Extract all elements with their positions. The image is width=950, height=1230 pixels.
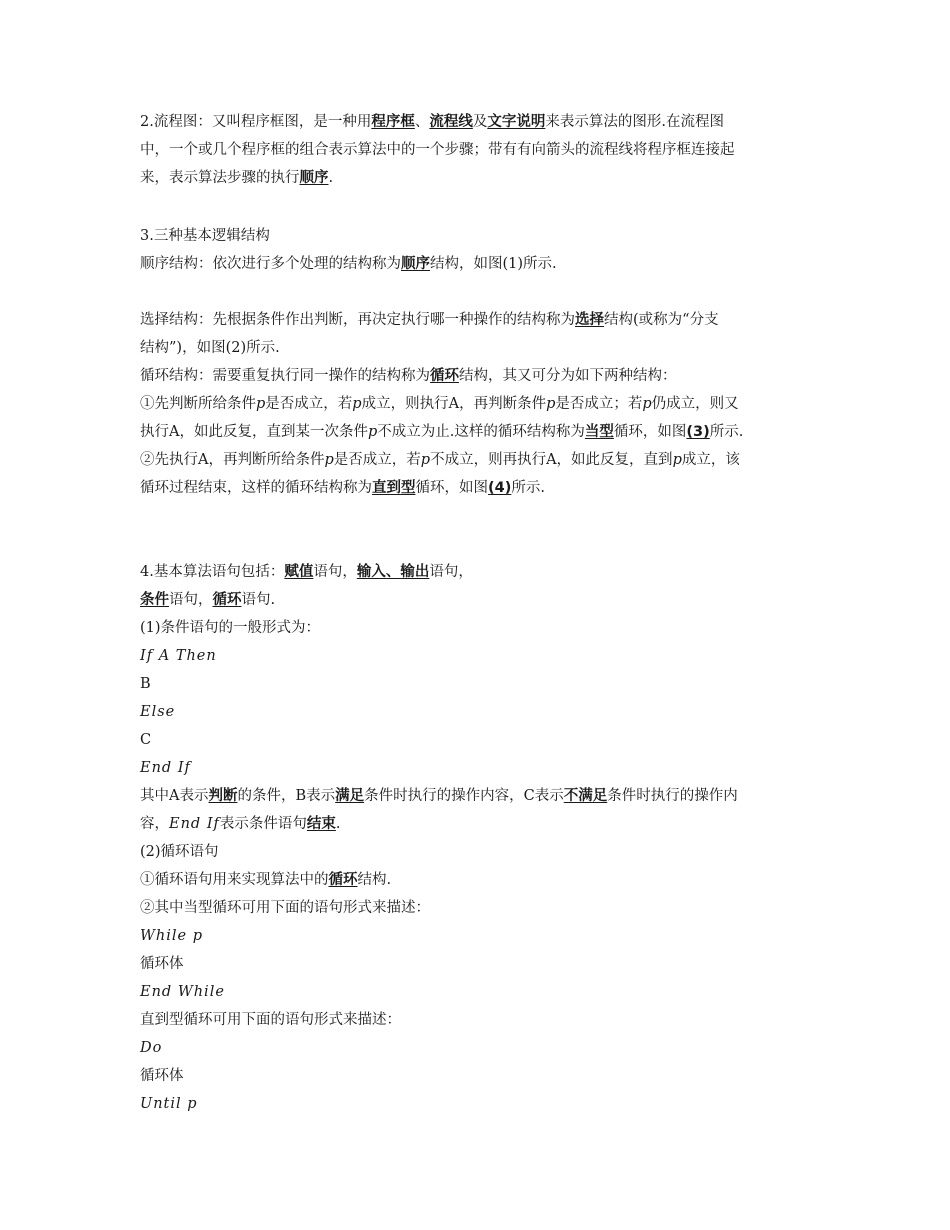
s4-loop-1 [140,870,391,890]
text: 语句， [313,564,357,580]
key-term: 流程线 [429,114,473,130]
text: 顺序结构：依次进行多个处理的结构称为 [140,256,401,272]
var-p: p [672,452,682,468]
code-line [140,982,225,1002]
var-p: p [352,396,362,412]
text: 是否成立，若 [265,396,353,412]
code-else: Else [140,704,176,720]
var-p: p [256,396,266,412]
text: ②其中当型循环可用下面的语句形式来描述： [140,900,430,916]
text: 条件时执行的操作内 [607,788,738,804]
key-term: 程序框 [371,114,415,130]
text: 不成立为止.这样的循环结构称为 [377,424,585,440]
s2-line-1 [140,112,724,132]
text: 是否成立，若 [333,452,421,468]
key-term: 顺序 [299,170,329,186]
code-line [140,954,184,974]
code-b: B [140,676,152,692]
text: 结构(或称为“分支 [604,312,719,328]
text: 其中A表示 [140,788,209,804]
text: ①先判断所给条件 [140,396,256,412]
code-line [140,1038,162,1058]
s3-selection-2 [140,338,280,358]
figure-ref: (3) [686,424,710,440]
text: 选择结构：先根据条件作出判断，再决定执行哪一种操作的结构称为 [140,312,575,328]
text: 语句， [169,592,213,608]
text: 循环过程结束，这样的循环结构称为 [140,480,372,496]
key-term: 结束 [306,816,336,832]
code-line [140,646,217,666]
text: 是否成立；若 [555,396,643,412]
text: 来，表示算法步骤的执行 [140,170,300,186]
var-p: p [367,424,378,440]
figure-ref: (4) [488,480,512,496]
text: 语句. [241,592,276,608]
s3-until-type-2 [140,478,545,498]
code-loop-body: 循环体 [140,1068,184,1084]
text: 成立，则执行A，再判断条件 [361,396,547,412]
text: 容， [140,816,169,832]
section-heading: 3.三种基本逻辑结构 [140,228,270,244]
s4-line-2 [140,590,275,610]
s3-until-type-1 [140,450,740,470]
s3-while-type-1 [140,394,739,414]
text: 执行A，如此反复，直到某一次条件 [140,424,368,440]
text: 不成立，则再执行A，如此反复，直到 [430,452,673,468]
code-line [140,1066,184,1086]
text: 成立，该 [681,452,740,468]
s4-expl-1 [140,786,738,806]
var-p: p [324,452,334,468]
text: 所示. [511,480,545,496]
s4-expl-2 [140,814,341,834]
key-term: 循环 [212,592,242,608]
key-term: 循环 [328,872,358,888]
key-term: 选择 [575,312,604,328]
key-term: 顺序 [401,256,430,272]
code-line [140,758,191,778]
code-end-if: End If [140,760,191,776]
text: 循环，如图 [613,424,687,440]
code-line [140,730,152,750]
code-line [140,674,152,694]
code-until: Until p [140,1096,198,1112]
text: 表示条件语句 [219,816,307,832]
key-term: 赋值 [284,564,314,580]
code-loop-body: 循环体 [140,956,184,972]
s3-selection-1 [140,310,719,330]
key-term: 判断 [208,788,238,804]
text: 仍成立，则又 [651,396,739,412]
text: 结构，其又可分为如下两种结构： [459,368,677,384]
text: 来表示算法的图形.在流程图 [545,114,724,130]
s3-sequence [140,254,557,274]
code-line [140,1094,198,1114]
code-line [140,702,175,722]
code-while: While p [140,928,203,944]
text: 条件时执行的操作内容，C表示 [364,788,564,804]
s4-loop-title [140,842,219,862]
s4-loop-2 [140,898,430,918]
text: 语句， [429,564,473,580]
key-term: 满足 [335,788,365,804]
key-term: 文字说明 [487,114,546,130]
s3-heading [140,226,270,246]
text: 中，一个或几个程序框的组合表示算法中的一个步骤；带有有向箭头的流程线将程序框连接起 [140,142,735,158]
text: (2)循环语句 [140,844,219,860]
var-p: p [642,396,652,412]
text: 直到型循环可用下面的语句形式来描述： [140,1012,401,1028]
text: 所示. [709,424,744,440]
key-term: 当型 [584,424,614,440]
text: . [328,170,334,186]
s2-line-2 [140,140,735,160]
text: 的条件，B表示 [237,788,336,804]
code-if: If A Then [140,648,217,664]
code-end-while: End While [140,984,225,1000]
s4-line-1 [140,562,473,582]
s3-loop [140,366,677,386]
s3-while-type-2 [140,422,743,442]
text: 结构，如图(1)所示. [430,256,557,272]
text: 2.流程图：又叫程序框图，是一种用 [140,114,372,130]
text: . [335,816,341,832]
key-term: 直到型 [372,480,416,496]
var-p: p [546,396,556,412]
text: 循环，如图 [415,480,488,496]
s4-until-intro [140,1010,401,1030]
code-line [140,926,203,946]
s2-line-3 [140,168,333,188]
text: 循环结构：需要重复执行同一操作的结构称为 [140,368,430,384]
code-end-if: End If [169,816,220,832]
code-do: Do [140,1040,163,1056]
s4-cond-title [140,618,320,638]
text: (1)条件语句的一般形式为： [140,620,321,636]
key-term: 条件 [140,592,169,608]
text: 及 [472,114,488,130]
key-term: 循环 [430,368,459,384]
text: 、 [414,114,430,130]
var-p: p [420,452,431,468]
text: 4.基本算法语句包括： [140,564,285,580]
key-term: 输入、输出 [356,564,430,580]
key-term: 不满足 [563,788,608,804]
text: 结构. [357,872,392,888]
code-c: C [140,732,153,748]
text: ②先执行A，再判断所给条件 [140,452,325,468]
text: 结构”)，如图(2)所示. [140,340,280,356]
text: ①循环语句用来实现算法中的 [140,872,329,888]
